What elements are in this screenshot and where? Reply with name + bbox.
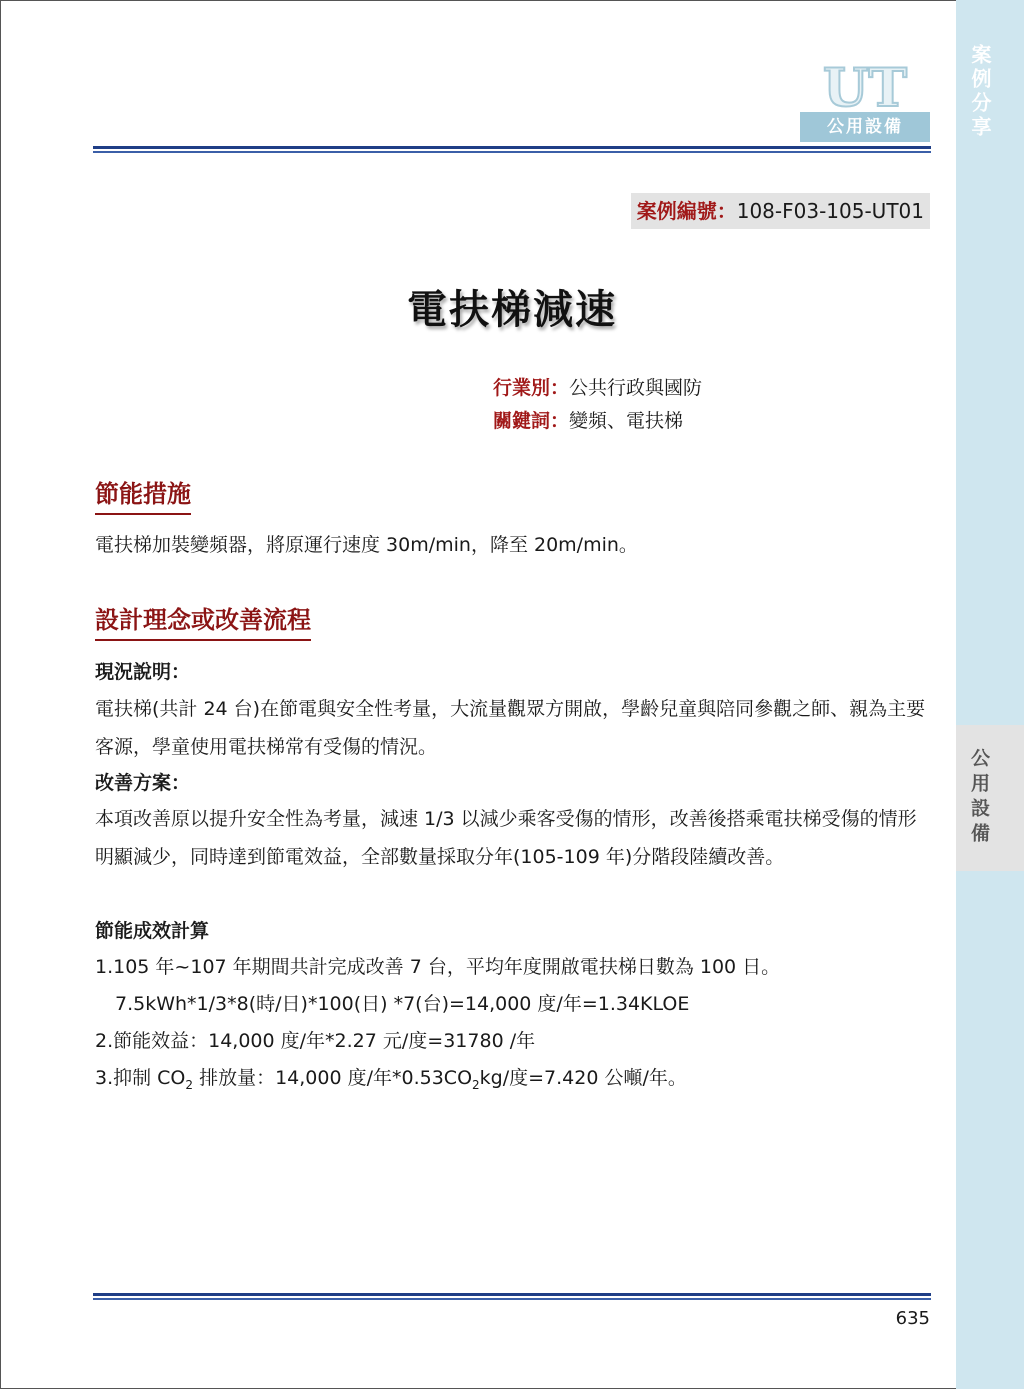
keywords-value: 變頻、電扶梯 — [569, 410, 684, 432]
case-number-label: 案例編號： — [636, 199, 737, 223]
page-title: 電扶梯減速 — [407, 287, 617, 333]
header-rule — [93, 146, 931, 153]
calc-line-1b: 7.5kWh*1/3*8(時/日)*100(日) *7(台)=14,000 度/年=1.34KLOE — [115, 993, 690, 1015]
keywords-label: 關鍵詞： — [493, 410, 570, 432]
calc-line-3: 3.抑制 $CO_2$ 排放量：14,000 度/年$*0.53CO_2kg/$度=7.420 公噸/年。 — [95, 1067, 687, 1092]
section-heading-design: 設計理念或改善流程 — [95, 600, 311, 641]
side-tab-label: 案例分享 — [968, 44, 992, 140]
side-category-label: 公用設備 — [968, 748, 990, 848]
industry-line — [493, 374, 702, 402]
case-number — [631, 193, 930, 229]
case-number-value: 108-F03-105-UT01 — [736, 199, 924, 223]
status-heading: 現況說明： — [95, 661, 191, 683]
footer-rule — [93, 1293, 931, 1300]
section-heading-measures: 節能措施 — [95, 474, 191, 515]
calc-heading: 節能成效計算 — [95, 920, 210, 942]
keywords-line — [493, 407, 683, 435]
plan-heading: 改善方案： — [95, 772, 191, 794]
logo-letters: UT — [822, 62, 908, 112]
plan-text: 本項改善原以提升安全性為考量，減速 1/3 以減少乘客受傷的情形，改善後搭乘電扶梯受傷的情形明顯減少，同時達到節電效益，全部數量採取分年(105-109 年)分階段陸續改善。 — [95, 808, 917, 868]
logo-label: 公用設備 — [800, 112, 930, 142]
industry-label: 行業別： — [493, 377, 570, 399]
calc-line-2: 2.節能效益：14,000 度/年*2.27 元/度=31780 /年 — [95, 1030, 536, 1052]
calc-line-1: 1.105 年~107 年期間共計完成改善 7 台，平均年度開啟電扶梯日數為 100 日。 — [95, 956, 781, 978]
measures-text: 電扶梯加裝變頻器，將原運行速度 30m/min，降至 20m/min。 — [95, 534, 638, 556]
page-number: 635 — [895, 1308, 930, 1329]
side-tab — [956, 0, 1024, 1389]
status-text: 電扶梯(共計 24 台)在節電與安全性考量，大流量觀眾方開啟，學齡兒童與陪同參觀之師、親為主要客源，學童使用電扶梯常有受傷的情況。 — [95, 698, 926, 758]
ut-logo-icon — [805, 62, 925, 112]
industry-value: 公共行政與國防 — [569, 377, 703, 399]
